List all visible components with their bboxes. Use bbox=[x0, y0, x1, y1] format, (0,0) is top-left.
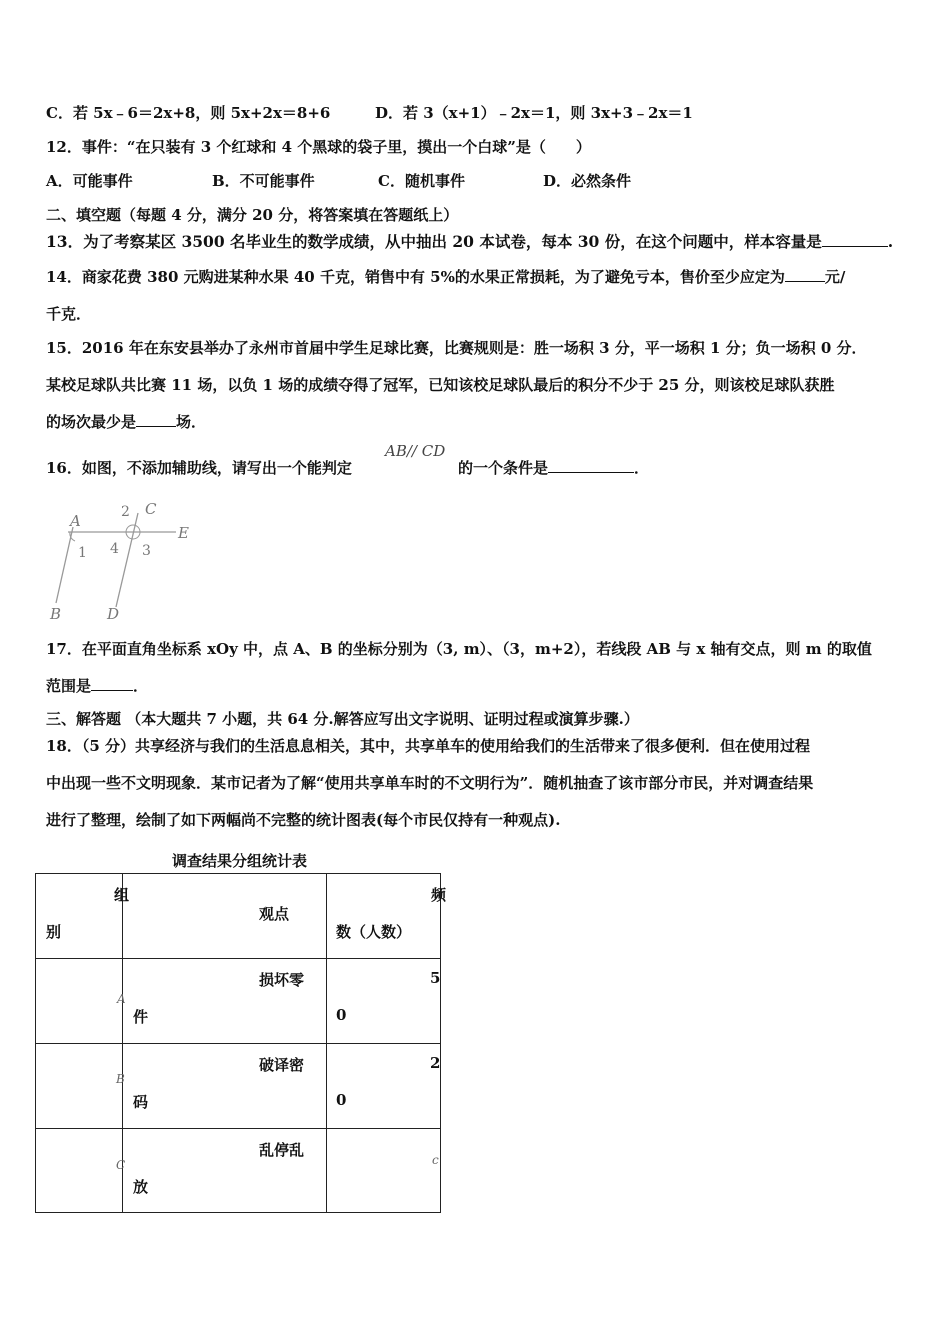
q17-end: ． bbox=[133, 677, 149, 695]
q15-line1: 15．2016 年在东安县举办了永州市首届中学生足球比赛，比赛规则是：胜一场积 3 分，平一场积 1 分；负一场积 0 分． bbox=[46, 339, 867, 357]
q16-text-end: ． bbox=[634, 459, 650, 477]
table-row-divider bbox=[35, 1128, 441, 1129]
q11-option-c: C．若 5x﹣6＝2x+8，则 5x+2x＝8+6 bbox=[46, 104, 331, 122]
header-group-b: 别 bbox=[46, 923, 62, 941]
q16-math-parallel: AB// CD bbox=[385, 442, 446, 460]
line-ab bbox=[56, 527, 73, 603]
q15-text: 的场次最少是 bbox=[46, 413, 137, 431]
q16-start: 16．如图，不添加辅助线，请写出一个能判定 bbox=[46, 459, 352, 477]
q14-answer-blank bbox=[785, 267, 825, 282]
q18-line1: 18．（5 分）共享经济与我们的生活息息相关，其中，共享单车的使用给我们的生活带来了很多便利．但在使用过程 bbox=[46, 737, 811, 755]
q14-line1 bbox=[46, 266, 845, 287]
angle-label-1: 1 bbox=[78, 545, 87, 561]
table-row-divider bbox=[35, 958, 441, 959]
q14-text: 14．商家花费 380 元购进某种水果 40 千克，销售中有 5%的水果正常损耗，为了避免亏本，售价至少应定为 bbox=[46, 268, 785, 286]
fig-label-a: A bbox=[70, 512, 81, 530]
row-a-group: A bbox=[117, 992, 126, 1006]
q14-unit: 元/ bbox=[824, 268, 846, 286]
q16-answer-blank bbox=[548, 458, 634, 473]
q12-option-c: C．随机事件 bbox=[378, 172, 465, 190]
q17-text: 范围是 bbox=[46, 677, 92, 695]
q16-text-mid: 的一个条件是 bbox=[458, 459, 549, 477]
fig-label-b: B bbox=[50, 605, 62, 623]
table-border-bottom bbox=[35, 1212, 441, 1213]
q13-text: 13．为了考察某区 3500 名毕业生的数学成绩，从中抽出 20 本试卷，每本 30 份，在这个问题中，样本容量是 bbox=[46, 232, 822, 251]
angle-label-4: 4 bbox=[110, 541, 119, 557]
q15-answer-blank bbox=[136, 412, 176, 427]
angle-label-2: 2 bbox=[121, 504, 130, 520]
row-b-freq-1: 2 bbox=[430, 1054, 441, 1072]
table-border-top bbox=[35, 873, 441, 874]
q17-line2 bbox=[46, 675, 148, 696]
row-c-view-1: 乱停乱 bbox=[259, 1141, 305, 1159]
row-a-view-1: 损坏零 bbox=[259, 971, 305, 989]
table-row-divider bbox=[35, 1043, 441, 1044]
q12-option-d: D．必然条件 bbox=[543, 172, 632, 190]
row-b-view-1: 破译密 bbox=[259, 1056, 305, 1074]
q13-line bbox=[46, 230, 893, 252]
q17-line1: 17．在平面直角坐标系 xOy 中，点 A、B 的坐标分别为（3, m）、（3，m+2），若线段 AB 与 x 轴有交点，则 m 的取值 bbox=[46, 640, 872, 658]
fig-label-d: D bbox=[107, 605, 120, 623]
q16-line-end bbox=[458, 457, 649, 478]
table-col-divider bbox=[326, 873, 327, 1213]
q17-answer-blank bbox=[91, 676, 133, 691]
header-freq-a: 频 bbox=[431, 886, 447, 904]
q13-answer-blank bbox=[822, 232, 888, 247]
section3-title: 三、解答题 （本大题共 7 小题，共 64 分.解答应写出文字说明、证明过程或演算步骤.） bbox=[46, 710, 639, 728]
header-view: 观点 bbox=[259, 905, 290, 923]
fig-label-c: C bbox=[145, 500, 157, 518]
header-freq-b: 数（人数） bbox=[336, 923, 412, 941]
row-b-freq-2: 0 bbox=[336, 1091, 347, 1109]
row-a-freq-1: 5 bbox=[430, 969, 441, 987]
row-c-freq-1: c bbox=[432, 1153, 439, 1167]
angle-label-3: 3 bbox=[142, 543, 151, 559]
q14-line2: 千克． bbox=[46, 305, 92, 323]
q15-end: 场． bbox=[176, 413, 207, 431]
table-border-right bbox=[440, 873, 441, 1213]
row-b-group: B bbox=[116, 1072, 125, 1086]
row-a-freq-2: 0 bbox=[336, 1006, 347, 1024]
table-border-left bbox=[35, 873, 36, 1213]
row-c-view-2: 放 bbox=[133, 1178, 149, 1196]
q15-line2: 某校足球队共比赛 11 场，以负 1 场的成绩夺得了冠军，已知该校足球队最后的积分不少于 25 分，则该校足球队获胜 bbox=[46, 376, 835, 394]
q18-line2: 中出现一些不文明现象．某市记者为了解“使用共享单车时的不文明行为”．随机抽查了该市部分市民，并对调查结果 bbox=[46, 774, 814, 792]
q12-option-a: A．可能事件 bbox=[46, 172, 133, 190]
row-a-view-2: 件 bbox=[133, 1008, 149, 1026]
q11-option-d: D．若 3（x+1）﹣2x＝1，则 3x+3﹣2x＝1 bbox=[375, 104, 693, 122]
q12-option-b: B．不可能事件 bbox=[212, 172, 315, 190]
line-cd bbox=[116, 513, 138, 607]
table-title: 调查结果分组统计表 bbox=[172, 852, 308, 870]
header-group-a: 组 bbox=[114, 886, 130, 904]
q13-end: . bbox=[887, 232, 894, 251]
q15-line3 bbox=[46, 411, 206, 432]
fig-label-e: E bbox=[178, 524, 189, 542]
section2-title: 二、填空题（每题 4 分，满分 20 分，将答案填在答题纸上） bbox=[46, 206, 459, 224]
q12-stem: 12．事件：“在只装有 3 个红球和 4 个黑球的袋子里，摸出一个白球”是（ ） bbox=[46, 138, 591, 156]
q18-line3: 进行了整理，绘制了如下两幅尚不完整的统计图表(每个市民仅持有一种观点). bbox=[46, 811, 561, 829]
row-b-view-2: 码 bbox=[133, 1093, 149, 1111]
row-c-group: C bbox=[116, 1158, 126, 1172]
